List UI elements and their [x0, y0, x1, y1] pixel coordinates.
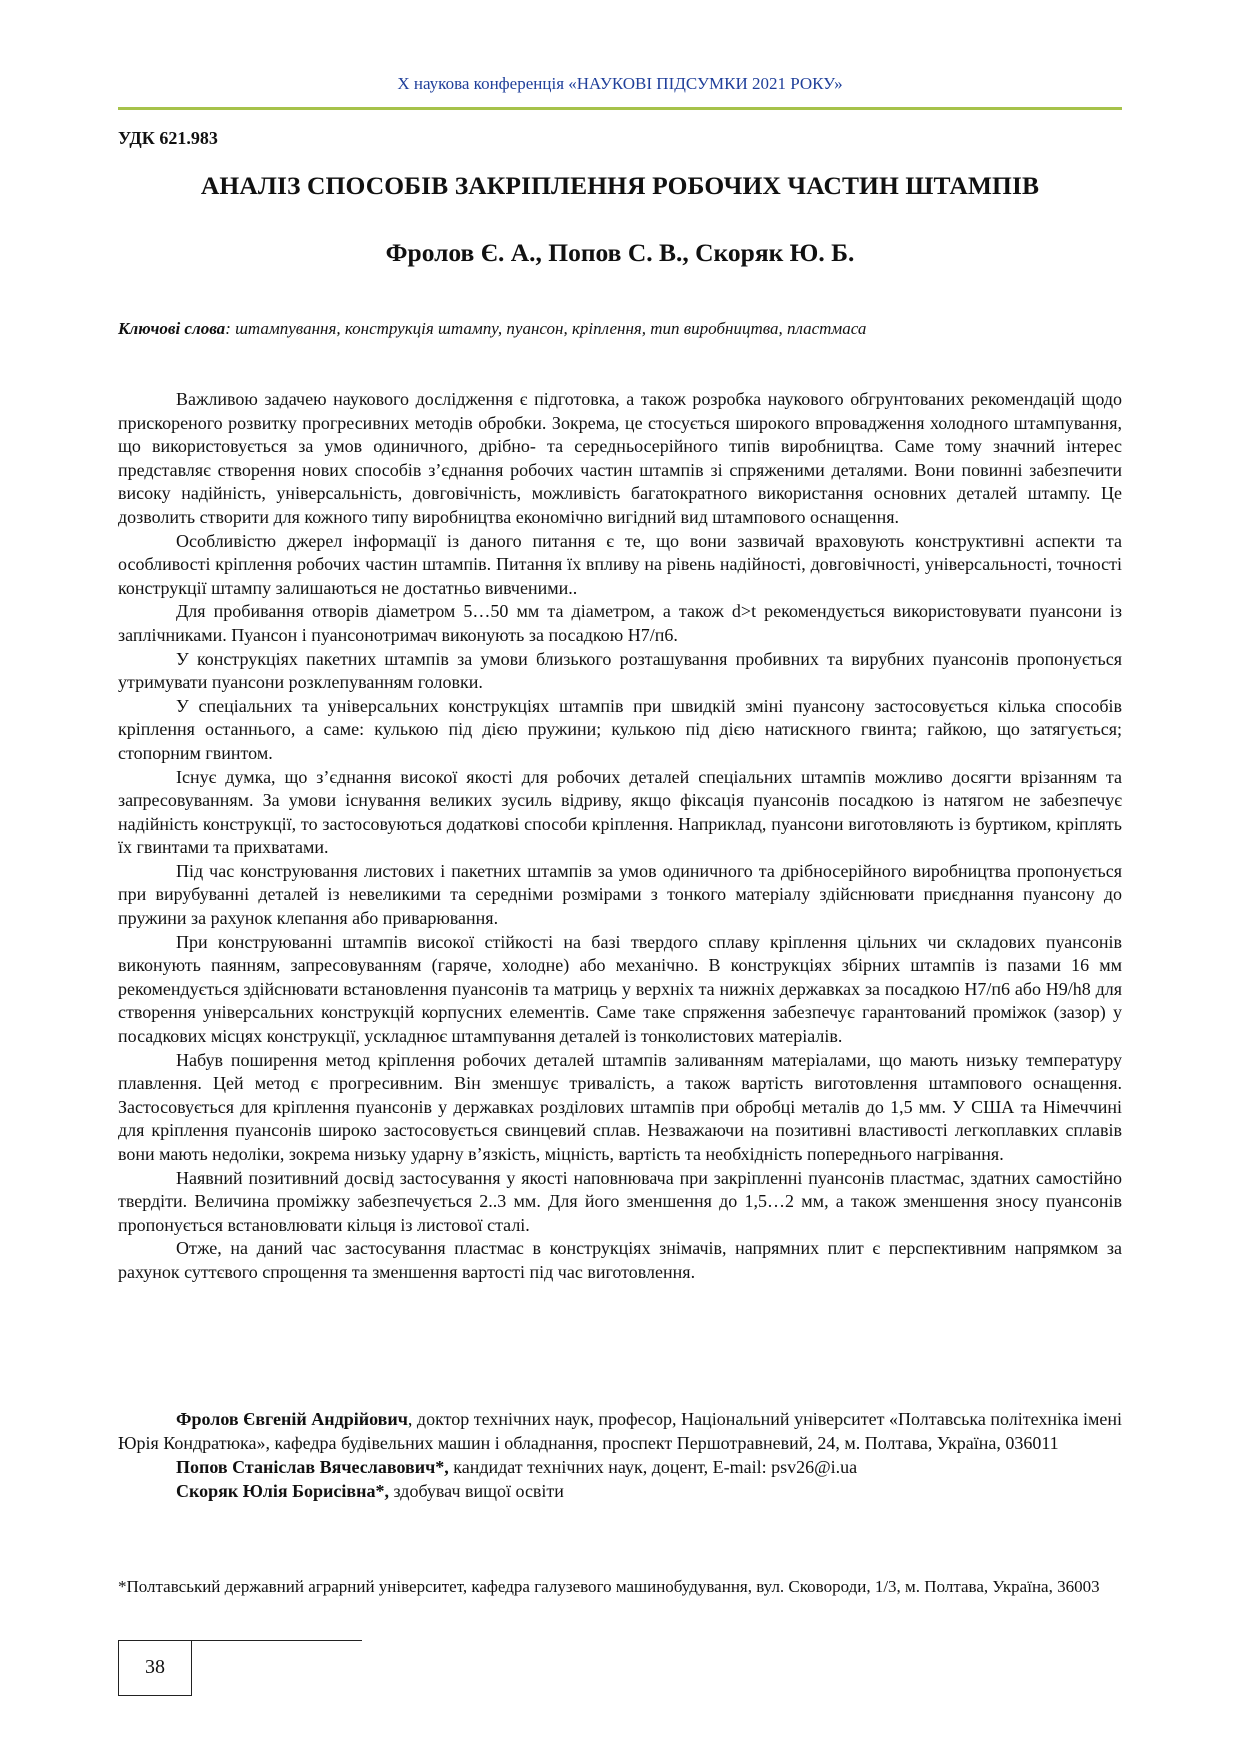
author-entry	[118, 1455, 1122, 1479]
udk-code: УДК 621.983	[118, 128, 218, 148]
paragraph: Під час конструювання листових і пакетних штампів за умов одиничного та дрібносерійного виробництва пропонується при вирубуванні деталей із невеликими та середніми розмірами з тонкого матеріалу здійснювати приєднання пуансону до пружини за рахунок клепання або приварювання.	[118, 860, 1122, 929]
keywords-label: Ключові слова	[118, 319, 226, 338]
paper-authors: Фролов Є. А., Попов С. В., Скоряк Ю. Б.	[385, 238, 855, 267]
author-entry	[118, 1407, 1122, 1455]
author-name: Скоряк Юлія Борисівна*,	[176, 1481, 389, 1501]
header-divider	[118, 107, 1122, 110]
paragraph: Важливою задачею наукового дослідження є підготовка, а також розробка наукового обгрунтованих рекомендацій щодо прискореного розвитку прогресивних методів обробки. Зокрема, це стосується широкого впровадження холодного штампування, що використовується за умов одиничного, дрібно- та середньосерійного типів виробництва. Саме тому значний інтерес представляє створення нових способів з’єднання робочих частин штампів зі спряженими деталями. Вони повинні забезпечити високу надійність, універсальність, довговічність, можливість багатократного використання основних деталей штампу. Це дозволить створити для кожного типу виробництва економічно вигідний вид штампового оснащення.	[118, 389, 1122, 527]
author-name: Фролов Євгеній Андрійович	[176, 1409, 408, 1429]
author-affiliations	[118, 1407, 1122, 1503]
paragraph: У спеціальних та універсальних конструкціях штампів при швидкій зміні пуансону застосовується кілька способів кріплення останнього, а саме: кулькою під дією пружини; кулькою під дією натискного гвинта; гайкою, що затягується; стопорним гвинтом.	[118, 695, 1122, 763]
paragraph: Особливістю джерел інформації із даного питання є те, що вони зазвичай враховують конструктивні аспекти та особливості кріплення робочих частин штампів. Питання їх впливу на рівень надійності, довговічності, універсальності, точності конструкції штампу залишаються не достатньо вивченими..	[118, 530, 1122, 598]
paragraph: Отже, на даний час застосування пластмас в конструкціях знімачів, напрямних плит є перспективним напрямком за рахунок суттєвого спрощення та зменшення вартості під час виготовлення.	[118, 1238, 1122, 1282]
keywords-text: : штампування, конструкція штампу, пуансон, кріплення, тип виробництва, пластмаса	[225, 319, 867, 338]
body-text	[118, 388, 1122, 1285]
author-name: Попов Станіслав Вячеславович*,	[176, 1457, 449, 1477]
page-number: 38	[145, 1656, 165, 1678]
paper-title: АНАЛІЗ СПОСОБІВ ЗАКРІПЛЕННЯ РОБОЧИХ ЧАСТИН ШТАМПІВ	[200, 171, 1040, 200]
paragraph: Набув поширення метод кріплення робочих деталей штампів заливанням матеріалами, що мають низьку температуру плавлення. Цей метод є прогресивним. Він зменшує тривалість, а також вартість виготовлення штампового оснащення. Застосовується для кріплення пуансонів у державках розділових штампів при обробці металів до 1,5 мм. У США та Німеччині для кріплення пуансонів широко застосовується свинцевий сплав. Незважаючи на позитивні властивості легкоплавких сплавів вони мають недоліки, зокрема низьку ударну в’язкість, міцність, вартість та необхідність попереднього нагрівання.	[118, 1049, 1122, 1164]
paragraph: Існує думка, що з’єднання високої якості для робочих деталей спеціальних штампів можливо досягти врізанням та запресовуванням. За умови існування великих зусиль відриву, якщо фіксація пуансонів посадкою із натягом не забезпечує надійність конструкції, то застосовуються додаткові способи кріплення. Наприклад, пуансони виготовляють із буртиком, кріплять їх гвинтами та прихватами.	[118, 766, 1122, 858]
running-header: Х наукова конференція «НАУКОВІ ПІДСУМКИ 2021 РОКУ»	[397, 74, 843, 93]
paragraph: У конструкціях пакетних штампів за умови близького розташування пробивних та вирубних пуансонів пропонується утримувати пуансони розклепуванням головки.	[118, 648, 1122, 693]
paragraph: Наявний позитивний досвід застосування у якості наповнювача при закріпленні пуансонів пластмас, здатних самостійно твердіти. Величина проміжку забезпечується 2..3 мм. Для його зменшення до 1,5…2 мм, а також зменшення зносу пуансонів пропонується встановлювати кільця із листової сталі.	[118, 1167, 1122, 1235]
paragraph: При конструюванні штампів високої стійкості на базі твердого сплаву кріплення цільних чи складових пуансонів виконують паянням, запресовуванням (гаряче, холодне) або механічно. В конструкціях збірних штампів із пазами 16 мм рекомендується здійснювати встановлення пуансонів та матриць у верхніх та нижніх державках за посадкою Н7/п6 або Н9/h8 для створення універсальних конструкцій корпусних елементів. Саме таке спряження забезпечує гарантований проміжок (зазор) у посадкових місцях конструкції, ускладнює штампування деталей із тонколистових матеріалів.	[118, 931, 1122, 1047]
paragraph: Для пробивання отворів діаметром 5…50 мм та діаметром, а також d>t рекомендується використовувати пуансони із заплічниками. Пуансон і пуансонотримач виконують за посадкою Н7/п6.	[118, 601, 1122, 645]
author-details: кандидат технічних наук, доцент, E-mail: psv26@i.ua	[448, 1457, 858, 1477]
author-entry	[118, 1479, 1122, 1503]
affiliation-footnote: *Полтавський державний аграрний університет, кафедра галузевого машинобудування, вул. Сковороди, 1/3, м. Полтава, Україна, 36003	[118, 1577, 1100, 1596]
author-details: здобувач вищої освіти	[389, 1481, 564, 1501]
page-number-box	[118, 1640, 192, 1696]
keywords	[118, 319, 866, 339]
author-details: , доктор технічних наук, професор, Національний університет «Полтавська політехніка імені Юрія Кондратюка», кафедра будівельних машин і обладнання, проспект Першотравневий, 24, м. Полтава, Україна, 036011	[118, 1409, 1122, 1453]
